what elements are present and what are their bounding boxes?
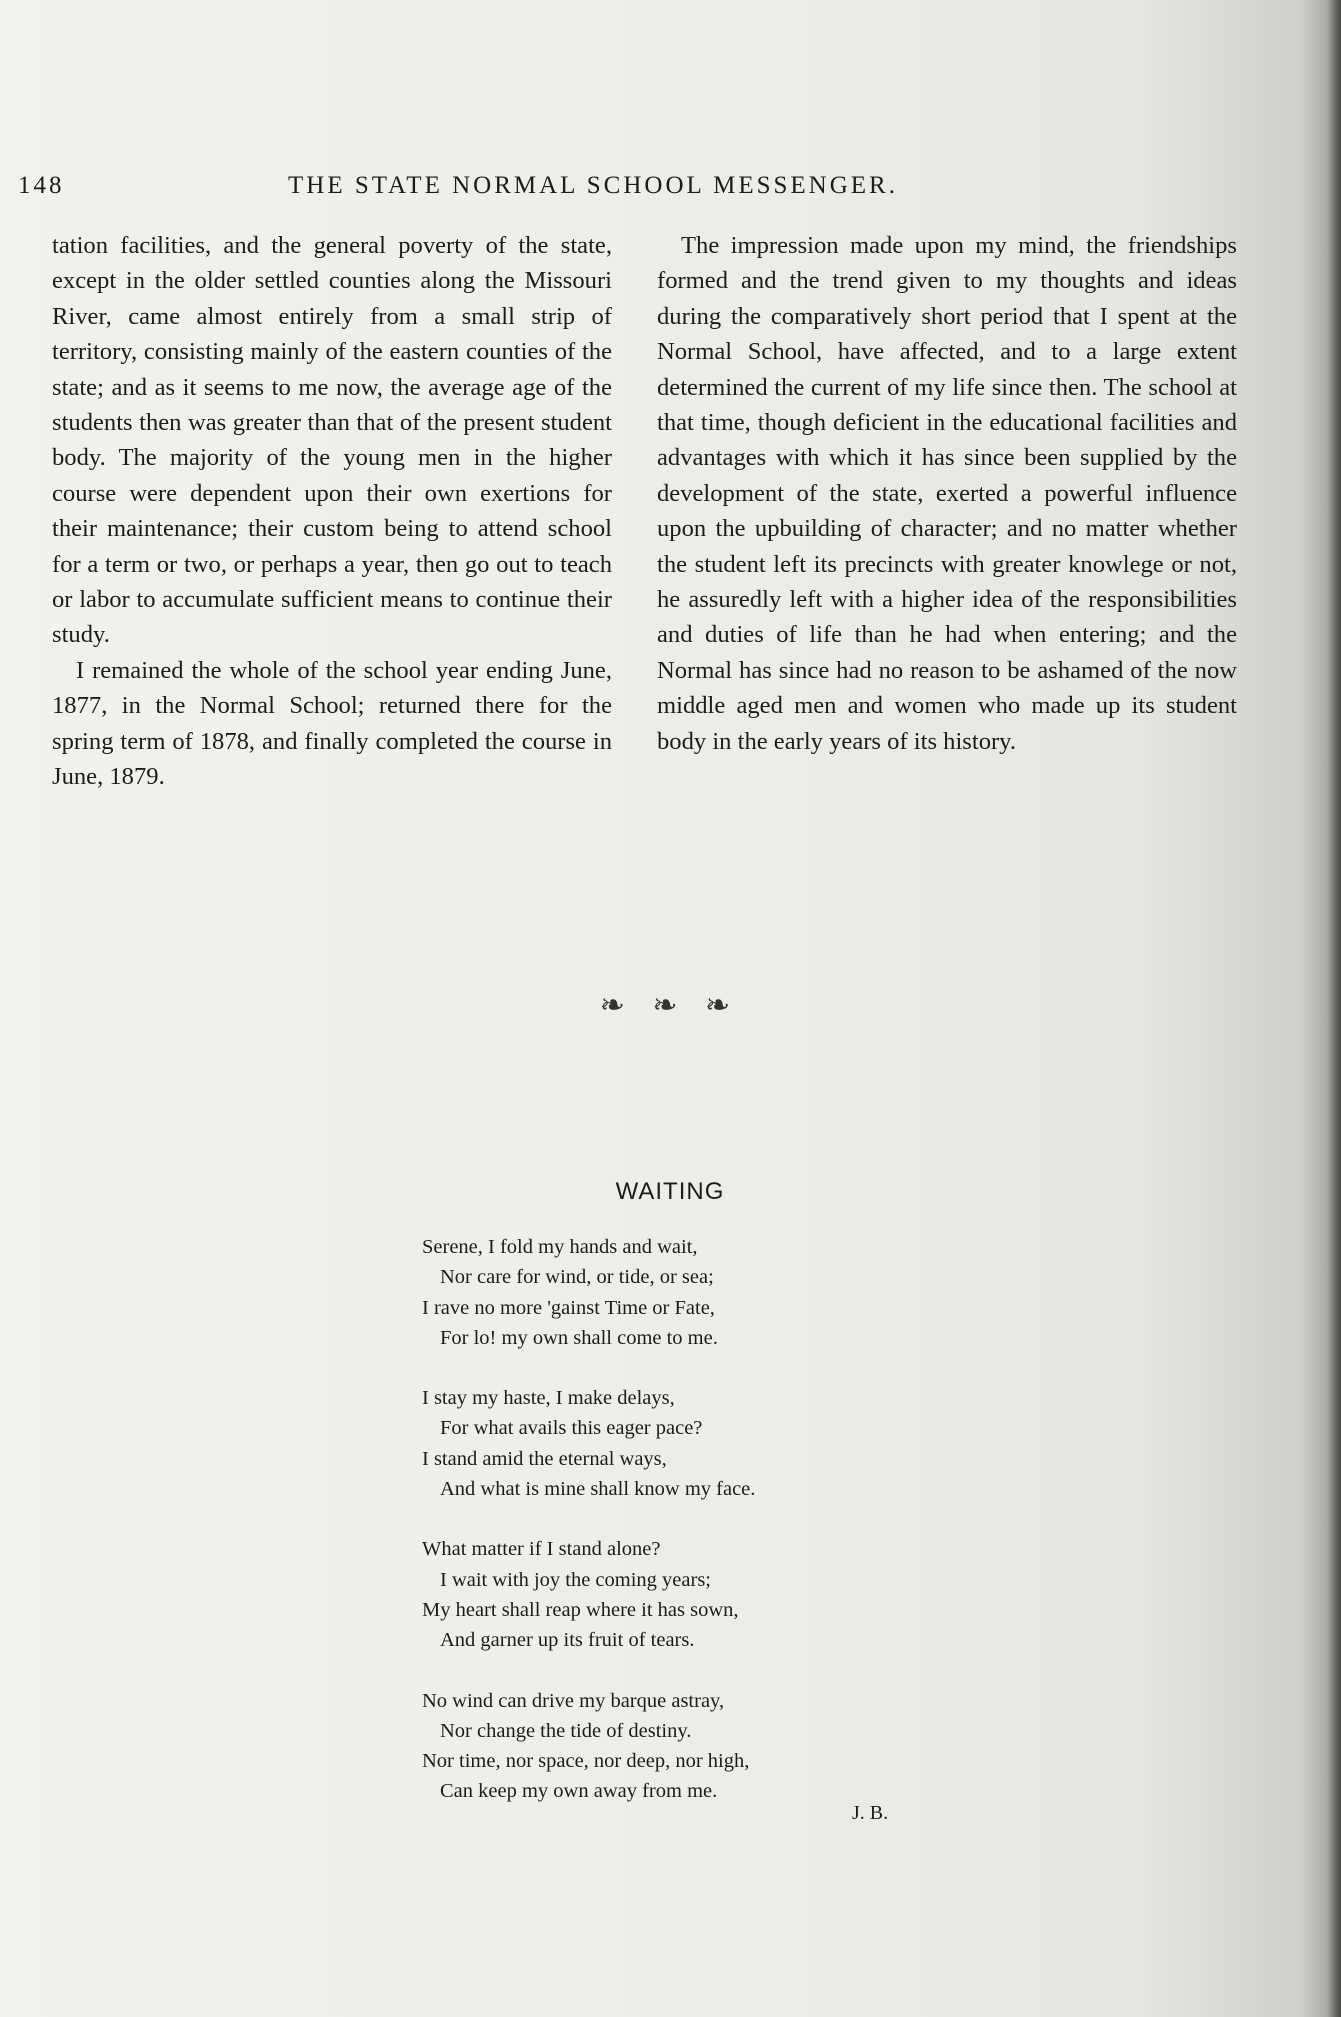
- poem-line: What matter if I stand alone?: [422, 1538, 661, 1561]
- poem-line: Nor time, nor space, nor deep, nor high,: [422, 1750, 750, 1773]
- poem-line: I rave no more 'gainst Time or Fate,: [422, 1296, 715, 1319]
- poem-line: I stand amid the eternal ways,: [422, 1447, 667, 1470]
- page-header: [18, 168, 1218, 208]
- section-ornament: ❧ ❧ ❧: [599, 989, 741, 1022]
- poem-line: And garner up its fruit of tears.: [440, 1629, 695, 1652]
- stanza: [422, 1534, 982, 1655]
- poem-line: And what is mine shall know my face.: [440, 1478, 756, 1501]
- poem-line: I wait with joy the coming years;: [440, 1568, 711, 1591]
- paragraph: I remained the whole of the school year ending June, 1877, in the Normal School; returned there for the spring term of 1878, and finally completed the course in June, 1879.: [52, 656, 612, 791]
- page-edge-shadow: [1327, 0, 1341, 2017]
- running-title: THE STATE NORMAL SCHOOL MESSENGER.: [288, 172, 898, 199]
- stanza: [422, 1686, 982, 1807]
- stanza: [422, 1232, 982, 1353]
- poem-line: Can keep my own away from me.: [440, 1780, 718, 1803]
- poem-line: Nor change the tide of destiny.: [440, 1719, 692, 1742]
- paragraph: tation facilities, and the general poverty of the state, except in the older settled counties along the Missouri River, came almost entirely from a small strip of territory, consisting mainly of the eastern counties of the state; and as it seems to me now, the average age of the students then was greater than that of the present student body. The majority of the young men in the higher course were dependent upon their own exertions for their maintenance; their custom being to attend school for a term or two, or perhaps a year, then go out to teach or labor to accumulate sufficient means to continue their study.: [52, 232, 612, 649]
- page-number: 148: [18, 172, 65, 199]
- poem-line: Nor care for wind, or tide, or sea;: [440, 1266, 714, 1289]
- poem-line: Serene, I fold my hands and wait,: [422, 1236, 698, 1258]
- poem-title: WAITING: [615, 1178, 725, 1205]
- poem-signature: J. B.: [852, 1802, 889, 1824]
- poem-line: My heart shall reap where it has sown,: [422, 1598, 739, 1621]
- right-column: [657, 228, 1237, 759]
- stanza: [422, 1383, 982, 1504]
- poem: [422, 1232, 982, 1837]
- poem-line: No wind can drive my barque astray,: [422, 1689, 725, 1712]
- poem-line: I stay my haste, I make delays,: [422, 1387, 675, 1410]
- poem-line: For what avails this eager pace?: [440, 1417, 703, 1440]
- left-column: [52, 228, 612, 795]
- paragraph: The impression made upon my mind, the friendships formed and the trend given to my thoughts and ideas during the comparatively short period that I spent at the Normal School, have affected, and to a large extent determined the current of my life since then. The school at that time, though deficient in the educational facilities and advantages with which it has since been supplied by the development of the state, exerted a powerful influence upon the upbuilding of character; and no matter whether the student left its precincts with greater knowlege or not, he assuredly left with a higher idea of the responsibilities and duties of life than he had when entering; and the Normal has since had no reason to be ashamed of the now middle aged men and women who made up its student body in the early years of its history.: [657, 232, 1237, 755]
- poem-line: For lo! my own shall come to me.: [440, 1326, 718, 1349]
